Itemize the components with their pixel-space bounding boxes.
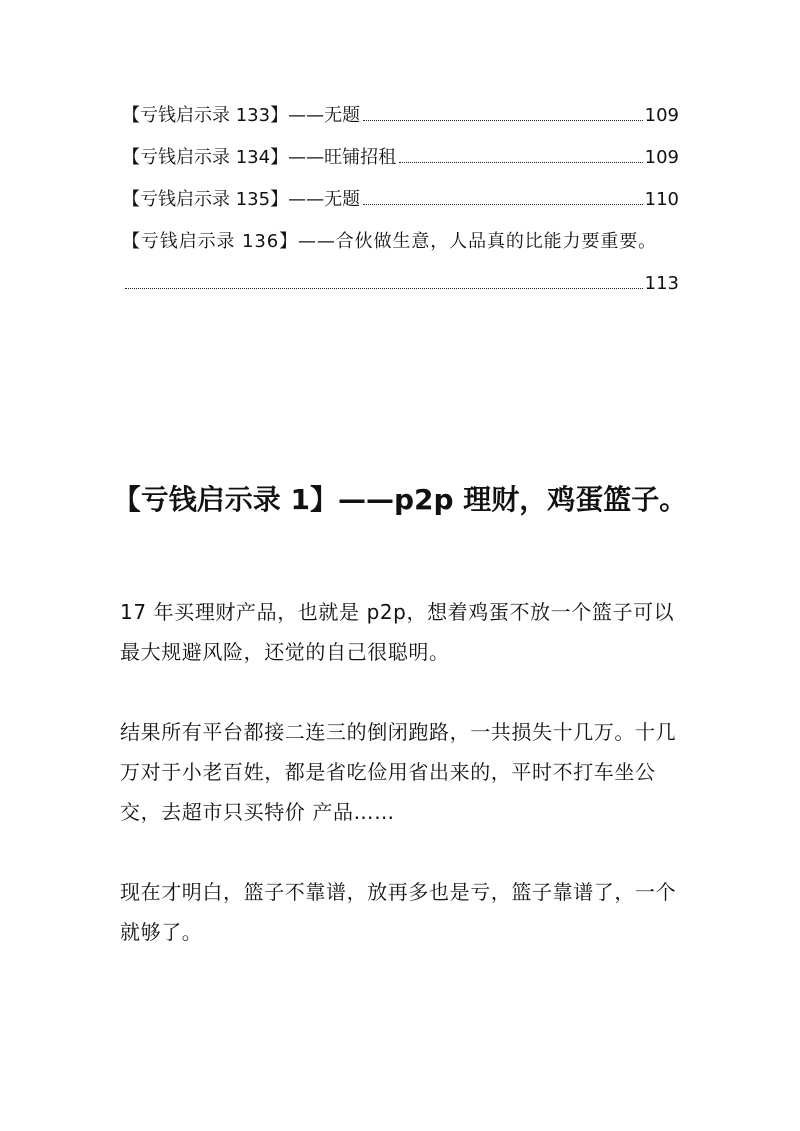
toc-entry-label: 【亏钱启示录 133】——无题 [122,105,361,126]
toc-entry-wrapped[interactable] [122,226,679,310]
toc-dot-leader [399,142,643,163]
toc-dot-leader [363,100,643,121]
body-paragraph: 现在才明白，篮子不靠谱，放再多也是亏，篮子靠谱了，一个就够了。 [120,880,677,944]
body-paragraph: 结果所有平台都接二连三的倒闭跑路，一共损失十几万。十几万对于小老百姓，都是省吃俭用省出来的，平时不打车坐公交，去超市只买特价 产品…… [120,720,677,824]
toc-entry-label: 【亏钱启示录 134】——旺铺招租 [122,147,397,168]
toc-dot-leader [363,184,643,205]
toc-entry-continuation [122,268,679,310]
toc-entry-label: 【亏钱启示录 136】——合伙做生意，人品真的比能力要重要。 [122,231,658,252]
toc-entry-page: 113 [644,273,679,294]
chapter-body [120,592,686,992]
toc-entry-page: 109 [644,147,679,168]
toc-entry-label: 【亏钱启示录 135】——无题 [122,189,361,210]
toc-entry[interactable] [122,100,679,142]
body-paragraph: 17 年买理财产品，也就是 p2p，想着鸡蛋不放一个篮子可以最大规避风险，还觉的自己很聪明。 [120,600,675,664]
toc-entry-page: 109 [644,105,679,126]
toc-entry-page: 110 [644,189,679,210]
toc-dot-leader [125,268,643,289]
chapter-title: 【亏钱启示录 1】——p2p 理财，鸡蛋篮子。 [112,483,688,516]
table-of-contents [122,100,679,310]
toc-entry[interactable] [122,184,679,226]
toc-entry[interactable] [122,142,679,184]
